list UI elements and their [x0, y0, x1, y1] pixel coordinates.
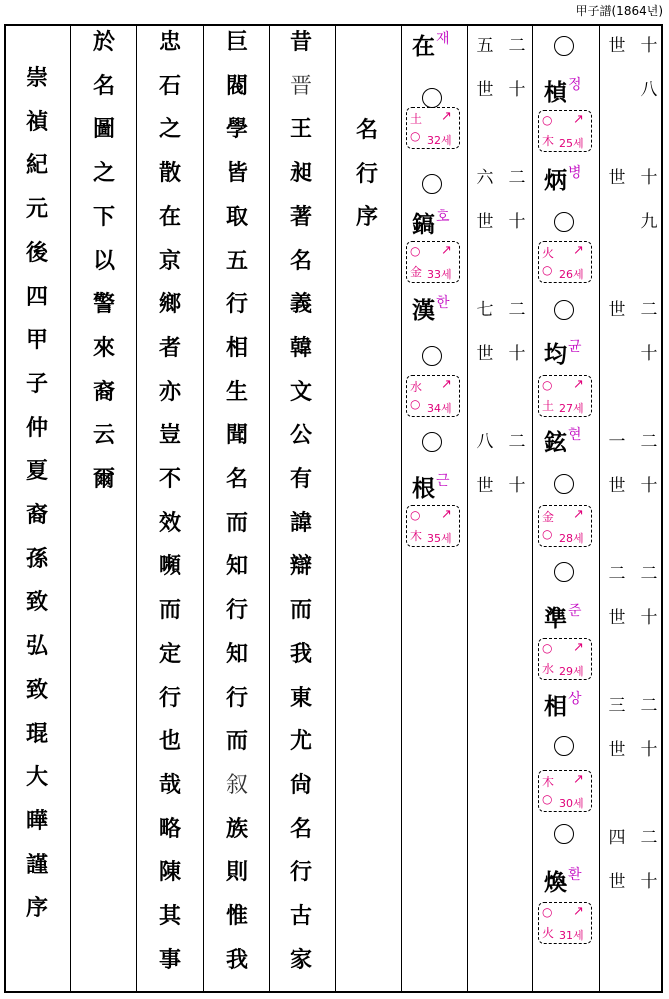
generation-marker: 二: [640, 828, 658, 848]
element-top: ○: [542, 378, 553, 392]
person-name: 楨 정: [544, 80, 567, 106]
preface-char: 大: [25, 765, 48, 791]
page-header: 甲子譜(1864년): [575, 4, 663, 18]
generation-circle-icon: [554, 562, 574, 582]
preface-char: 致: [25, 677, 48, 703]
age-label: 34세: [427, 402, 452, 415]
preface-char: 昶: [289, 161, 312, 187]
person-name: 相 상: [544, 694, 567, 720]
preface-char: 取: [225, 204, 248, 230]
preface-char: 爾: [92, 467, 115, 492]
name-reading: 호: [436, 209, 450, 225]
generation-circle-icon: [554, 300, 574, 320]
preface-char: 惟: [225, 904, 248, 929]
element-age-box: [538, 505, 592, 547]
preface-char: 行: [225, 685, 248, 711]
person-name: 炳 병: [544, 168, 567, 194]
age-label: 31세: [559, 929, 584, 942]
preface-char: 辯: [289, 554, 312, 580]
preface-char: 我: [225, 947, 248, 973]
preface-char: 王: [289, 117, 312, 143]
arrow-icon: ↗: [441, 243, 452, 258]
preface-char: 云: [92, 423, 115, 449]
name-reading: 현: [568, 427, 582, 443]
preface-char: 致: [25, 590, 48, 616]
preface-char: 名: [355, 118, 378, 143]
preface-char: 名: [92, 73, 115, 99]
element-top: ○: [410, 508, 421, 522]
preface-char: 相: [225, 335, 248, 361]
generation-marker: 二: [640, 696, 658, 716]
age-label: 27세: [559, 402, 584, 415]
element-top: ○: [542, 113, 553, 127]
element-top: 水: [410, 380, 423, 394]
element-age-box: [538, 375, 592, 417]
preface-char: 甲: [25, 328, 48, 354]
preface-char: 夏: [25, 459, 48, 485]
element-age-box: [538, 110, 592, 152]
element-bottom: 金: [410, 265, 423, 279]
preface-char: 行: [355, 161, 378, 187]
preface-char: 嚬: [158, 554, 181, 580]
age-label: 30세: [559, 797, 584, 810]
element-bottom: 水: [542, 662, 555, 676]
preface-char: 定: [158, 641, 181, 667]
preface-char: 京: [158, 248, 181, 274]
generation-circle-icon: [422, 88, 442, 108]
column-divider: [401, 24, 402, 993]
preface-char: 東: [289, 685, 312, 711]
arrow-icon: ↗: [441, 507, 452, 522]
preface-char: 子: [25, 371, 48, 397]
generation-marker: 六: [476, 168, 494, 188]
generation-marker: 二: [640, 564, 658, 584]
preface-char: 行: [158, 685, 181, 711]
preface-char: 而: [225, 510, 248, 536]
element-top: 火: [542, 246, 555, 260]
age-label: 32세: [427, 134, 452, 147]
generation-marker: 世: [476, 344, 494, 364]
person-name: 根 근: [412, 476, 435, 502]
preface-char: 豈: [158, 423, 181, 449]
generation-marker: 世: [476, 80, 494, 100]
preface-char: 後: [25, 240, 48, 266]
element-age-box: [406, 505, 460, 547]
generation-circle-icon: [554, 736, 574, 756]
generation-marker: 十: [640, 168, 658, 188]
generation-marker: 世: [608, 300, 626, 320]
column-divider: [532, 24, 533, 993]
generation-marker: 五: [476, 36, 494, 56]
preface-char: 韓: [289, 335, 312, 361]
preface-char: 四: [25, 284, 48, 310]
preface-char: 五: [225, 248, 248, 274]
age-label: 33세: [427, 268, 452, 281]
preface-char: 知: [225, 554, 248, 580]
generation-circle-icon: [554, 212, 574, 232]
generation-marker: 十: [508, 80, 526, 100]
preface-char: 古: [289, 904, 312, 929]
column-divider: [70, 24, 71, 993]
person-name: 均 균: [544, 342, 567, 368]
generation-marker: 十: [640, 740, 658, 760]
generation-marker: 一: [608, 432, 626, 452]
element-bottom: ○: [542, 792, 553, 806]
generation-marker: 二: [640, 300, 658, 320]
preface-char: 鄉: [158, 292, 181, 318]
preface-char: 裔: [25, 503, 48, 528]
generation-marker: 四: [608, 828, 626, 848]
preface-char: 仲: [25, 415, 48, 441]
preface-char: 略: [158, 816, 181, 842]
name-reading: 한: [436, 295, 450, 311]
preface-char: 陳: [158, 860, 181, 886]
preface-char: 昔: [289, 30, 312, 55]
preface-char: 族: [225, 816, 248, 842]
preface-char: 則: [225, 860, 248, 886]
preface-char: 公: [289, 423, 312, 449]
element-age-box: [538, 902, 592, 944]
age-label: 25세: [559, 137, 584, 150]
element-bottom: ○: [542, 527, 553, 541]
element-age-box: [538, 770, 592, 812]
column-divider: [467, 24, 468, 993]
column-divider: [335, 24, 336, 993]
preface-char: 禎: [25, 109, 48, 135]
generation-marker: 二: [608, 564, 626, 584]
preface-char: 生: [225, 379, 248, 405]
generation-marker: 二: [508, 36, 526, 56]
preface-char: 裔: [92, 379, 115, 405]
preface-char: 哉: [158, 772, 181, 798]
element-bottom: ○: [410, 397, 421, 411]
element-bottom: 火: [542, 926, 555, 940]
element-bottom: ○: [542, 263, 553, 277]
preface-char: 元: [25, 197, 48, 223]
preface-char: 晋: [289, 73, 312, 99]
generation-marker: 八: [476, 432, 494, 452]
age-label: 29세: [559, 665, 584, 678]
preface-char: 下: [92, 204, 115, 230]
name-reading: 재: [436, 31, 450, 47]
name-reading: 준: [568, 603, 582, 619]
preface-char: 而: [158, 598, 181, 624]
generation-marker: 十: [508, 212, 526, 232]
generation-marker: 世: [608, 476, 626, 496]
generation-marker: 七: [476, 300, 494, 320]
generation-marker: 世: [608, 872, 626, 892]
generation-marker: 十: [640, 608, 658, 628]
preface-char: 而: [225, 729, 248, 755]
column-divider: [599, 24, 600, 993]
column-divider: [203, 24, 204, 993]
generation-marker: 二: [640, 432, 658, 452]
person-name: 漢 한: [412, 298, 435, 324]
person-name: 在 재: [412, 34, 435, 60]
arrow-icon: ↗: [573, 377, 584, 392]
generation-marker: 三: [608, 696, 626, 716]
preface-char: 者: [158, 335, 181, 361]
preface-char: 弘: [25, 634, 48, 660]
preface-char: 琨: [25, 721, 48, 747]
preface-char: 名: [289, 816, 312, 842]
name-reading: 균: [568, 339, 582, 355]
element-bottom: 木: [410, 529, 423, 543]
arrow-icon: ↗: [573, 243, 584, 258]
name-reading: 근: [436, 473, 450, 489]
arrow-icon: ↗: [441, 377, 452, 392]
preface-char: 我: [289, 641, 312, 667]
preface-char: 巨: [225, 30, 248, 55]
preface-char: 行: [289, 860, 312, 886]
element-bottom: 木: [542, 134, 555, 148]
preface-char: 家: [289, 947, 312, 973]
arrow-icon: ↗: [573, 904, 584, 919]
arrow-icon: ↗: [573, 112, 584, 127]
age-label: 28세: [559, 532, 584, 545]
preface-char: 在: [158, 204, 181, 230]
preface-char: 警: [92, 292, 115, 318]
preface-char: 之: [158, 117, 181, 143]
preface-char: 知: [225, 641, 248, 667]
preface-char: 謹: [25, 852, 48, 878]
preface-char: 皆: [225, 161, 248, 187]
name-reading: 상: [568, 691, 582, 707]
person-name: 煥 환: [544, 870, 567, 896]
element-top: 木: [542, 775, 555, 789]
generation-circle-icon: [554, 36, 574, 56]
preface-char: 圖: [92, 117, 115, 143]
preface-char: 序: [25, 896, 48, 922]
preface-char: 行: [225, 598, 248, 624]
element-top: ○: [410, 244, 421, 258]
arrow-icon: ↗: [441, 109, 452, 124]
preface-char: 閥: [225, 73, 248, 99]
preface-char: 行: [225, 292, 248, 318]
generation-marker: 二: [508, 168, 526, 188]
element-top: 土: [410, 112, 423, 126]
element-age-box: [406, 241, 460, 283]
preface-char: 亦: [158, 379, 181, 405]
generation-marker: 世: [608, 36, 626, 56]
preface-char: 序: [355, 205, 378, 231]
generation-marker: 十: [640, 36, 658, 56]
generation-circle-icon: [554, 474, 574, 494]
element-top: 金: [542, 510, 555, 524]
generation-circle-icon: [422, 174, 442, 194]
element-top: ○: [542, 905, 553, 919]
preface-char: 尙: [289, 772, 312, 798]
person-name: 準 준: [544, 606, 567, 632]
arrow-icon: ↗: [573, 507, 584, 522]
preface-char: 於: [92, 30, 115, 55]
preface-char: 諱: [289, 510, 312, 536]
generation-marker: 世: [608, 740, 626, 760]
element-top: ○: [542, 641, 553, 655]
column-divider: [269, 24, 270, 993]
preface-char: 學: [225, 117, 248, 143]
name-reading: 정: [568, 77, 582, 93]
element-age-box: [538, 241, 592, 283]
generation-marker: 八: [640, 80, 658, 100]
preface-char: 而: [289, 598, 312, 624]
generation-marker: 二: [508, 432, 526, 452]
generation-circle-icon: [422, 432, 442, 452]
preface-char: 來: [92, 335, 115, 361]
name-reading: 병: [568, 165, 582, 181]
generation-marker: 十: [640, 476, 658, 496]
age-label: 26세: [559, 268, 584, 281]
preface-char: 著: [289, 204, 312, 230]
preface-char: 紀: [25, 153, 48, 179]
generation-marker: 世: [476, 212, 494, 232]
arrow-icon: ↗: [573, 640, 584, 655]
preface-char: 有: [289, 467, 312, 492]
preface-char: 義: [289, 292, 312, 318]
preface-char: 效: [158, 510, 181, 536]
element-bottom: 土: [542, 399, 555, 413]
preface-char: 以: [92, 248, 115, 274]
preface-char: 石: [158, 73, 181, 99]
person-name: 鎬 호: [412, 212, 435, 238]
name-reading: 환: [568, 867, 582, 883]
generation-circle-icon: [554, 824, 574, 844]
age-label: 35세: [427, 532, 452, 545]
preface-char: 不: [158, 467, 181, 492]
person-name: 鉉 현: [544, 430, 567, 456]
preface-char: 叙: [225, 772, 248, 798]
generation-marker: 二: [508, 300, 526, 320]
element-age-box: [538, 638, 592, 680]
preface-char: 尤: [289, 729, 312, 755]
generation-marker: 世: [476, 476, 494, 496]
generation-marker: 世: [608, 168, 626, 188]
preface-char: 名: [289, 248, 312, 274]
preface-char: 聞: [225, 423, 248, 449]
preface-char: 其: [158, 904, 181, 929]
preface-char: 也: [158, 729, 181, 755]
preface-char: 名: [225, 467, 248, 492]
generation-marker: 十: [508, 344, 526, 364]
arrow-icon: ↗: [573, 772, 584, 787]
element-age-box: [406, 107, 460, 149]
generation-marker: 九: [640, 212, 658, 232]
preface-char: 散: [158, 161, 181, 187]
generation-circle-icon: [422, 346, 442, 366]
preface-char: 曄: [25, 808, 48, 834]
preface-char: 之: [92, 161, 115, 187]
element-age-box: [406, 375, 460, 417]
preface-char: 文: [289, 379, 312, 405]
generation-marker: 十: [640, 344, 658, 364]
generation-marker: 十: [508, 476, 526, 496]
generation-marker: 世: [608, 608, 626, 628]
preface-char: 崇: [25, 66, 48, 91]
preface-char: 事: [158, 947, 181, 973]
preface-char: 忠: [158, 30, 181, 55]
generation-marker: 十: [640, 872, 658, 892]
element-bottom: ○: [410, 129, 421, 143]
column-divider: [136, 24, 137, 993]
preface-char: 孫: [25, 546, 48, 572]
